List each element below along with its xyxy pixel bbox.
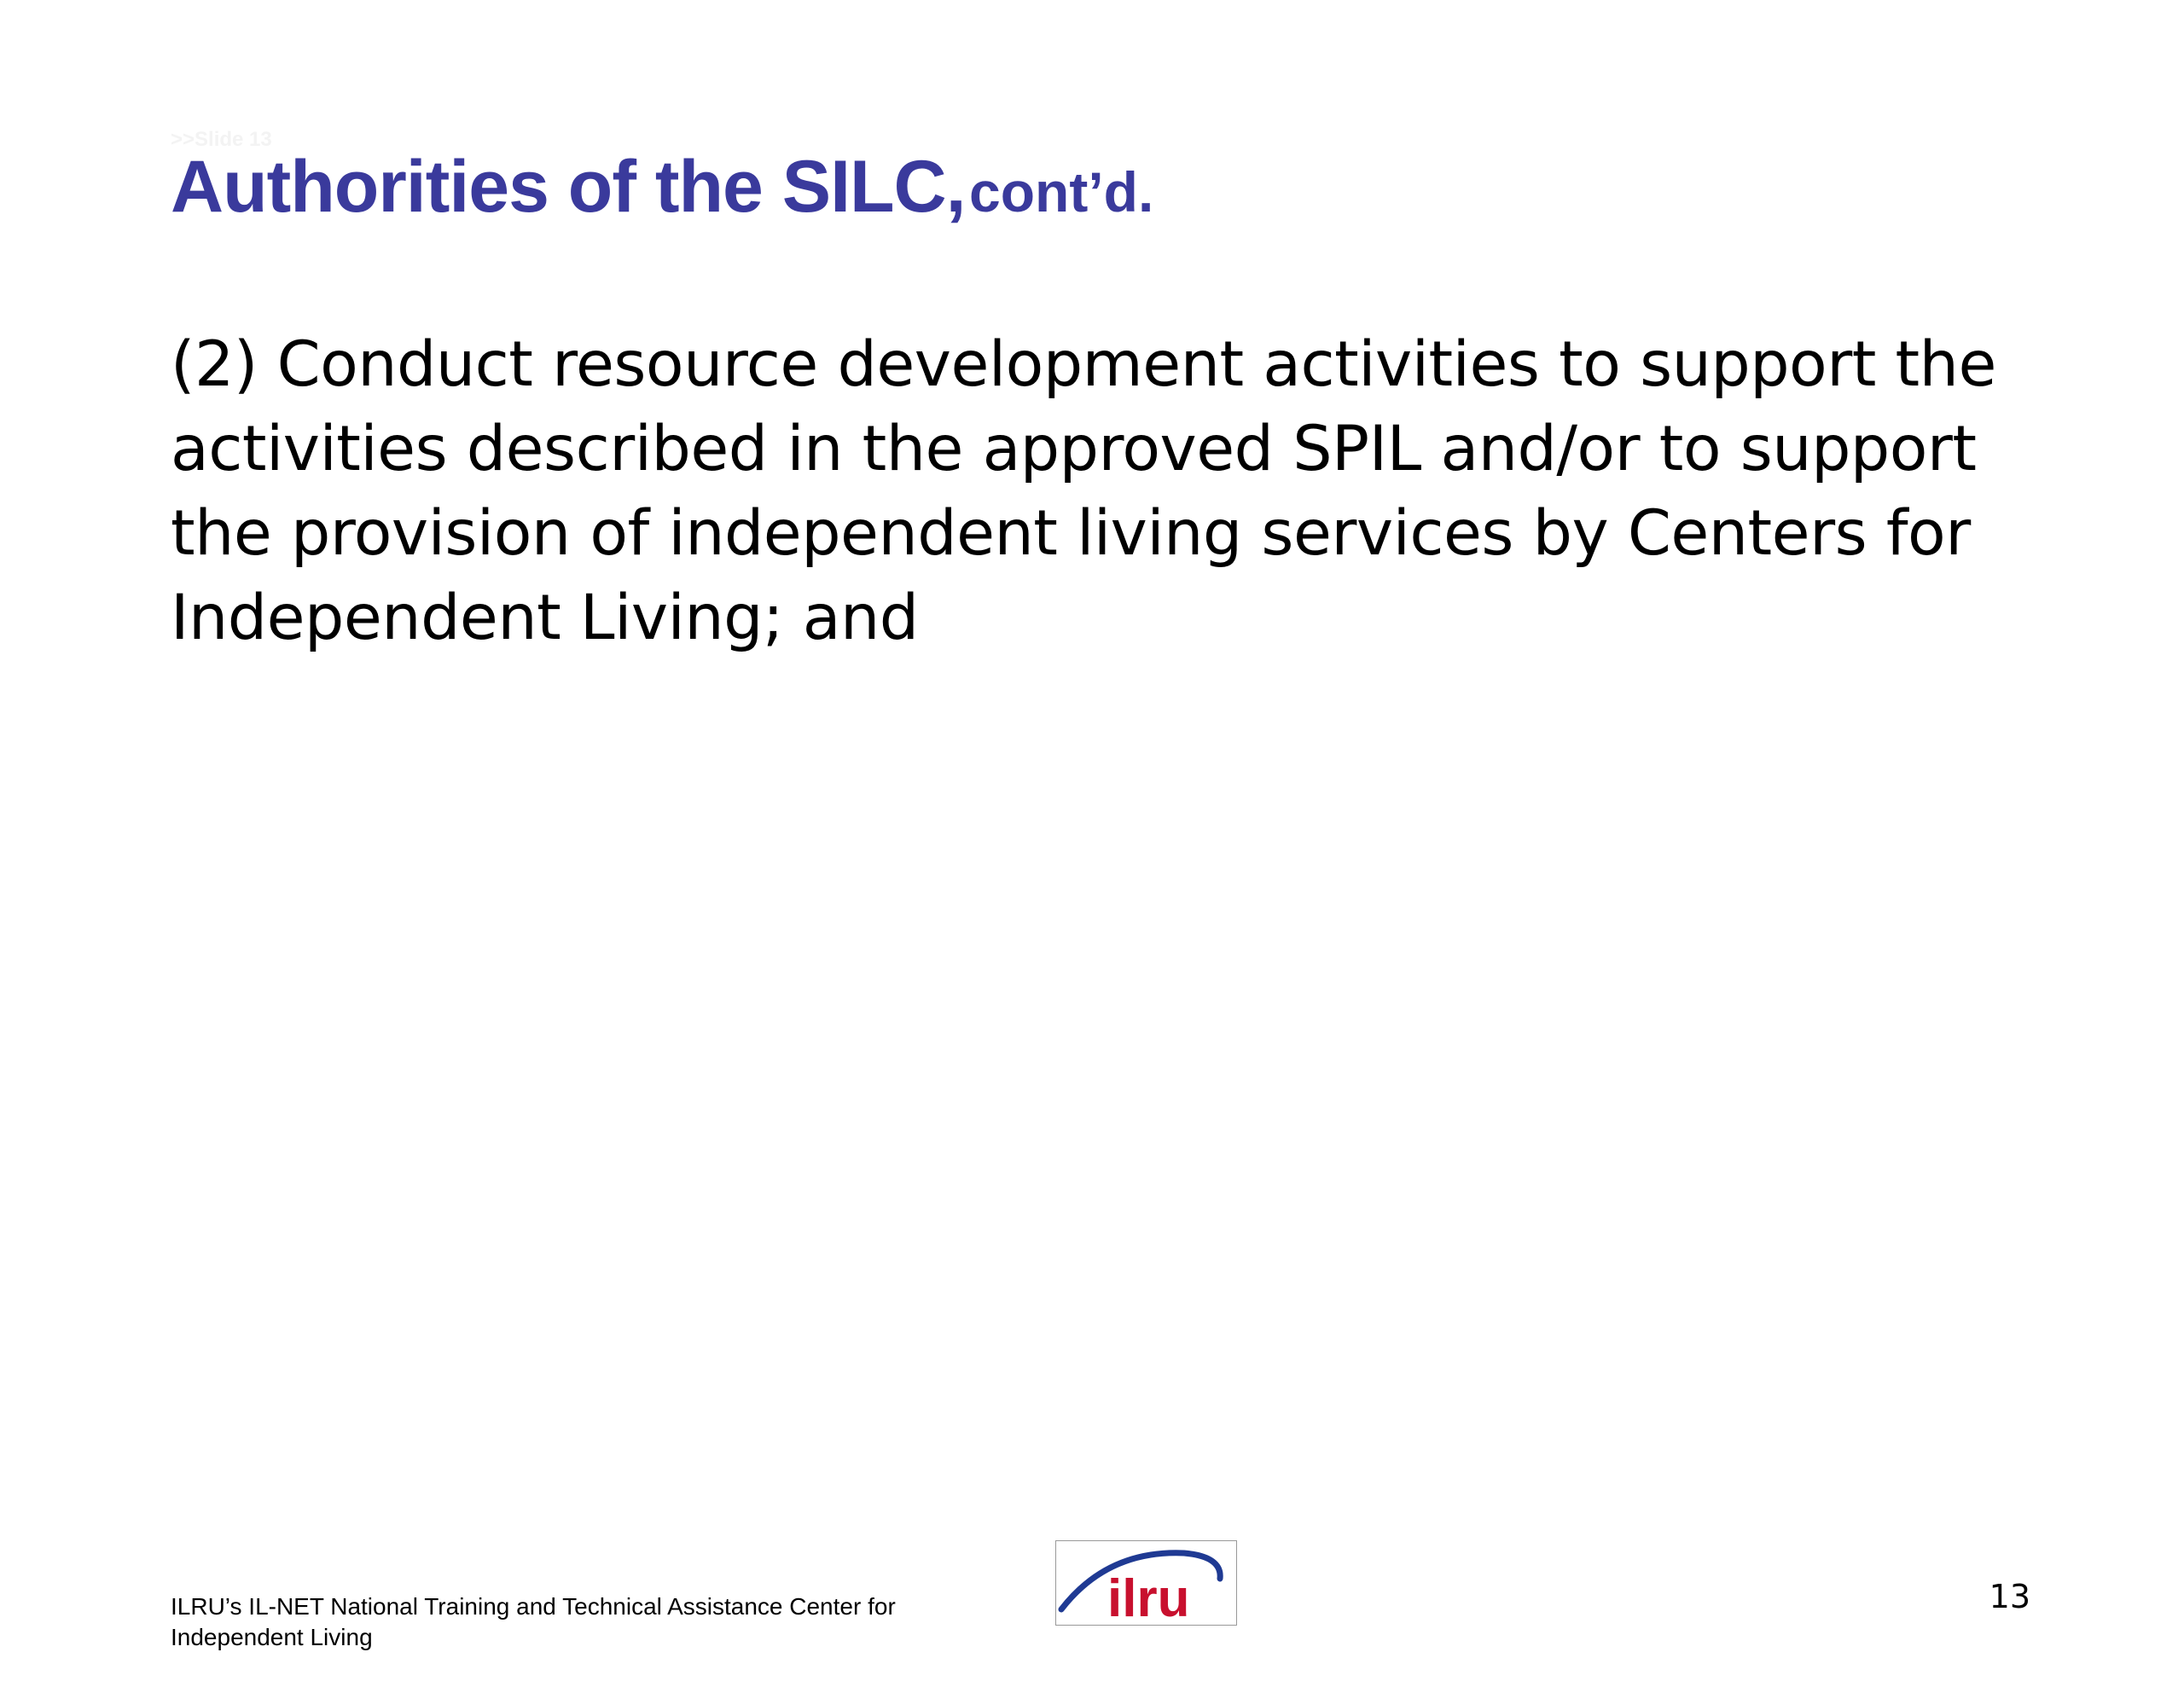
ilru-logo	[1055, 1540, 1237, 1626]
footer-organization: ILRU’s IL-NET National Training and Technical Assistance Center for Independent Living	[171, 1593, 896, 1650]
title-main: Authorities of the SILC,	[171, 146, 966, 228]
title-sub: cont’d.	[969, 160, 1154, 223]
body-paragraph: (2) Conduct resource development activities to support the activities described in the approved SPIL and/or to support the provision of independent living services by Centers for Independent Living; and	[171, 328, 1996, 654]
page-number: 13	[1989, 1578, 2030, 1615]
slide-title	[171, 146, 1154, 228]
logo-text: ilru	[1107, 1569, 1190, 1625]
slide-marker: >>Slide 13	[171, 128, 272, 151]
